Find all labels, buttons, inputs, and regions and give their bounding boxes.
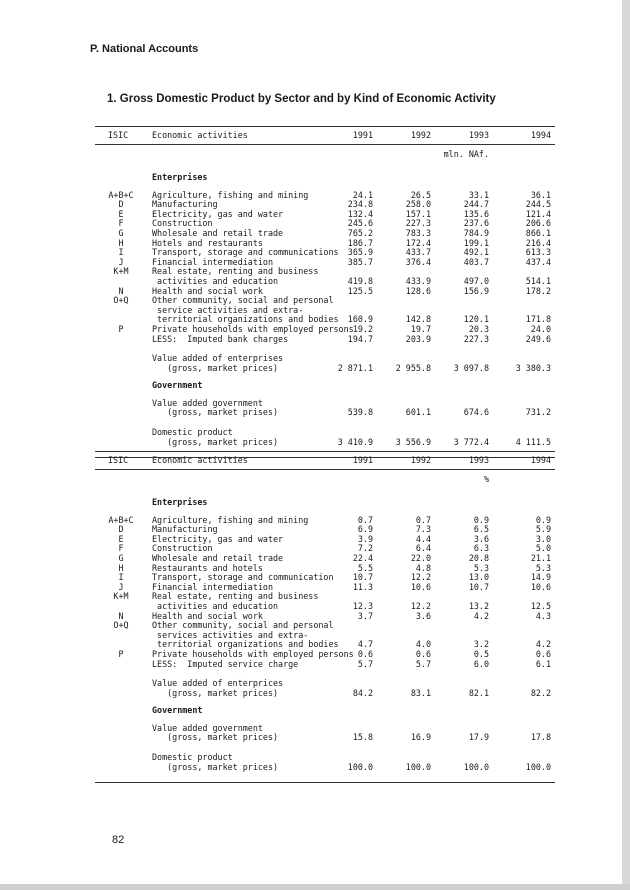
page-edge-bottom bbox=[0, 884, 630, 890]
isic-code: K+M bbox=[113, 266, 129, 277]
activity-line: Government bbox=[152, 705, 203, 716]
activity-line: Value added of enterprises bbox=[152, 353, 284, 364]
value-1993: 3.2 bbox=[473, 639, 489, 650]
value-1992: 2 955.8 bbox=[395, 362, 431, 373]
isic-code: E bbox=[118, 533, 124, 544]
value-1993: 3 772.4 bbox=[453, 436, 489, 447]
value-1991: 4.7 bbox=[357, 639, 373, 650]
table-row bbox=[95, 296, 555, 325]
value-1992: 157.1 bbox=[405, 208, 431, 219]
isic-code: A+B+C bbox=[108, 189, 134, 200]
value-1994: 24.0 bbox=[530, 323, 551, 334]
activity-label bbox=[152, 660, 555, 670]
total-row bbox=[95, 753, 555, 772]
value-1992: 83.1 bbox=[410, 687, 431, 698]
activity-line: Private households with employed persons bbox=[152, 323, 354, 334]
value-1992: 19.7 bbox=[410, 323, 431, 334]
header-isic: ISIC bbox=[108, 455, 129, 465]
value-1992: 128.6 bbox=[405, 285, 431, 296]
total-row bbox=[95, 354, 555, 373]
value-1994: 206.6 bbox=[525, 218, 551, 229]
value-1991: 5.5 bbox=[357, 562, 373, 573]
activity-line: Value added government bbox=[152, 722, 263, 733]
activity-line: (gross, market prices) bbox=[152, 362, 279, 373]
value-1991: 160.9 bbox=[347, 314, 373, 325]
activity-line: Health and social work bbox=[152, 285, 263, 296]
activity-line: Government bbox=[152, 380, 203, 391]
header-activity: Economic activities bbox=[152, 455, 248, 465]
activity-line: Construction bbox=[152, 218, 213, 229]
activity-line: LESS: Imputed bank charges bbox=[152, 333, 289, 344]
activity-line: (gross, market prices) bbox=[152, 436, 279, 447]
value-1993: 5.3 bbox=[473, 562, 489, 573]
isic-code: A+B+C bbox=[108, 514, 134, 525]
value-1992: 3.6 bbox=[415, 610, 431, 621]
value-1992: 203.9 bbox=[405, 333, 431, 344]
isic-code: I bbox=[118, 572, 124, 583]
value-1992: 12.2 bbox=[410, 600, 431, 611]
value-1993: 20.3 bbox=[468, 323, 489, 334]
value-1991: 15.8 bbox=[352, 732, 373, 743]
value-1992: 601.1 bbox=[405, 407, 431, 418]
isic-code: N bbox=[118, 610, 124, 621]
value-1992: 172.4 bbox=[405, 237, 431, 248]
activity-line: Health and social work bbox=[152, 610, 263, 621]
value-1994: 216.4 bbox=[525, 237, 551, 248]
isic-code: P bbox=[118, 648, 124, 659]
value-1994: 731.2 bbox=[525, 407, 551, 418]
activity-label bbox=[152, 706, 555, 716]
isic-code: D bbox=[118, 199, 124, 210]
value-1994: 4.2 bbox=[535, 639, 551, 650]
value-1991: 245.6 bbox=[347, 218, 373, 229]
activity-line: Value added government bbox=[152, 397, 263, 408]
header-year: 1991 bbox=[352, 455, 373, 465]
activity-line: Enterprises bbox=[152, 172, 208, 182]
value-1992: 3 556.9 bbox=[395, 436, 431, 447]
value-1991: 385.7 bbox=[347, 256, 373, 267]
activity-line: Wholesale and retail trade bbox=[152, 227, 284, 238]
activity-line: Financial intermediation bbox=[152, 256, 274, 267]
table-row bbox=[95, 267, 555, 286]
isic-code: H bbox=[118, 562, 124, 573]
header-year: 1992 bbox=[410, 455, 431, 465]
activity-line: Enterprises bbox=[152, 497, 208, 507]
section-heading bbox=[95, 173, 555, 183]
value-1992: 10.6 bbox=[410, 581, 431, 592]
value-1993: 237.6 bbox=[463, 218, 489, 229]
value-1992: 0.6 bbox=[415, 648, 431, 659]
value-1993: 120.1 bbox=[463, 314, 489, 325]
value-1993: 3 097.8 bbox=[453, 362, 489, 373]
value-1994: 3.0 bbox=[535, 533, 551, 544]
value-1994: 100.0 bbox=[525, 761, 551, 772]
activity-line: Financial intermediation bbox=[152, 581, 274, 592]
isic-code: I bbox=[118, 247, 124, 258]
section-heading bbox=[95, 706, 555, 716]
value-1994: 437.4 bbox=[525, 256, 551, 267]
total-row bbox=[95, 679, 555, 698]
isic-code: G bbox=[118, 227, 124, 238]
value-1993: 199.1 bbox=[463, 237, 489, 248]
value-1994: 12.5 bbox=[530, 600, 551, 611]
value-1992: 142.8 bbox=[405, 314, 431, 325]
value-1992: 26.5 bbox=[410, 189, 431, 200]
activity-line: Restaurants and hotels bbox=[152, 562, 263, 573]
activity-line: (gross, market prices) bbox=[152, 761, 279, 772]
table-bottom-rule bbox=[95, 782, 555, 783]
value-1993: 784.9 bbox=[463, 227, 489, 238]
value-1991: 3.9 bbox=[357, 533, 373, 544]
activity-label bbox=[152, 498, 555, 508]
value-1992: 100.0 bbox=[405, 761, 431, 772]
activity-line: Agriculture, fishing and mining bbox=[152, 514, 309, 525]
activity-line: Private households with employed persons bbox=[152, 648, 354, 659]
value-1994: 171.8 bbox=[525, 314, 551, 325]
value-1993: 403.7 bbox=[463, 256, 489, 267]
isic-code: J bbox=[118, 581, 124, 592]
header-year: 1994 bbox=[530, 130, 551, 140]
activity-line: Other community, social and personal bbox=[152, 620, 334, 631]
value-1994: 249.6 bbox=[525, 333, 551, 344]
activity-line: Real estate, renting and business bbox=[152, 591, 319, 602]
activity-line: activities and education bbox=[152, 275, 279, 286]
isic-code: O+Q bbox=[113, 295, 129, 306]
value-1994: 178.2 bbox=[525, 285, 551, 296]
value-1994: 14.9 bbox=[530, 572, 551, 583]
value-1991: 6.9 bbox=[357, 524, 373, 535]
value-1993: 674.6 bbox=[463, 407, 489, 418]
value-1993: 17.9 bbox=[468, 732, 489, 743]
activity-line: Domestic product bbox=[152, 427, 233, 438]
value-1993: 492.1 bbox=[463, 247, 489, 258]
header-year: 1994 bbox=[530, 455, 551, 465]
activity-line: (gross, market prices) bbox=[152, 687, 279, 698]
activity-line: (gross, market prices) bbox=[152, 732, 279, 743]
value-1991: 3 410.9 bbox=[337, 436, 373, 447]
total-row bbox=[95, 428, 555, 447]
unit-row bbox=[95, 145, 555, 165]
isic-code: J bbox=[118, 256, 124, 267]
activity-line: Wholesale and retail trade bbox=[152, 552, 284, 563]
value-1993: 497.0 bbox=[463, 275, 489, 286]
activity-line: (gross, market prises) bbox=[152, 407, 279, 418]
isic-code: F bbox=[118, 543, 124, 554]
value-1993: 13.2 bbox=[468, 600, 489, 611]
gdp-table-million-naf bbox=[95, 126, 555, 458]
activity-line: Construction bbox=[152, 543, 213, 554]
value-1991: 186.7 bbox=[347, 237, 373, 248]
value-1991: 2 871.1 bbox=[337, 362, 373, 373]
chapter-heading: P. National Accounts bbox=[90, 43, 199, 55]
value-1992: 22.0 bbox=[410, 552, 431, 563]
value-1993: 227.3 bbox=[463, 333, 489, 344]
activity-line: Hotels and restaurants bbox=[152, 237, 263, 248]
value-1994: 5.9 bbox=[535, 524, 551, 535]
activity-line: Manufacturing bbox=[152, 524, 218, 535]
value-1993: 82.1 bbox=[468, 687, 489, 698]
activity-line: territorial organizations and bodies bbox=[152, 314, 339, 325]
value-1994: 3 380.3 bbox=[515, 362, 551, 373]
value-1994: 36.1 bbox=[530, 189, 551, 200]
table-row bbox=[95, 660, 555, 670]
activity-line: Manufacturing bbox=[152, 199, 218, 210]
activity-label bbox=[152, 173, 555, 183]
isic-code: F bbox=[118, 218, 124, 229]
value-1991: 19.2 bbox=[352, 323, 373, 334]
value-1992: 7.3 bbox=[415, 524, 431, 535]
value-1994: 10.6 bbox=[530, 581, 551, 592]
activity-line: Real estate, renting and business bbox=[152, 266, 319, 277]
isic-code: P bbox=[118, 323, 124, 334]
activity-line: activities and education bbox=[152, 600, 279, 611]
value-1991: 22.4 bbox=[352, 552, 373, 563]
value-1992: 433.7 bbox=[405, 247, 431, 258]
page-edge bbox=[622, 0, 630, 890]
isic-code: O+Q bbox=[113, 620, 129, 631]
table-row bbox=[95, 335, 555, 345]
isic-code: G bbox=[118, 552, 124, 563]
value-1994: 613.3 bbox=[525, 247, 551, 258]
value-1993: 20.8 bbox=[468, 552, 489, 563]
header-activity: Economic activities bbox=[152, 130, 248, 140]
value-1993: 6.0 bbox=[473, 658, 489, 669]
value-1992: 4.4 bbox=[415, 533, 431, 544]
value-1994: 121.4 bbox=[525, 208, 551, 219]
table-row bbox=[95, 621, 555, 650]
page-number: 82 bbox=[112, 834, 125, 846]
value-1992: 227.3 bbox=[405, 218, 431, 229]
value-1993: 244.7 bbox=[463, 199, 489, 210]
total-row bbox=[95, 724, 555, 743]
value-1993: 0.5 bbox=[473, 648, 489, 659]
value-1991: 419.8 bbox=[347, 275, 373, 286]
activity-line: Electricity, gas and water bbox=[152, 533, 284, 544]
value-1993: 6.5 bbox=[473, 524, 489, 535]
value-1994: 21.1 bbox=[530, 552, 551, 563]
isic-code: E bbox=[118, 208, 124, 219]
header-isic: ISIC bbox=[108, 130, 129, 140]
value-1991: 10.7 bbox=[352, 572, 373, 583]
value-1991: 84.2 bbox=[352, 687, 373, 698]
table-header-row bbox=[95, 452, 555, 469]
value-1991: 24.1 bbox=[352, 189, 373, 200]
value-1994: 4 111.5 bbox=[515, 436, 551, 447]
table-header-row bbox=[95, 127, 555, 144]
value-1991: 234.8 bbox=[347, 199, 373, 210]
table-row bbox=[95, 592, 555, 611]
value-1991: 0.7 bbox=[357, 514, 373, 525]
unit-row bbox=[95, 470, 555, 490]
value-1992: 0.7 bbox=[415, 514, 431, 525]
gdp-table-percent bbox=[95, 451, 555, 783]
activity-label bbox=[152, 381, 555, 391]
activity-line: Other community, social and personal bbox=[152, 295, 334, 306]
value-1991: 765.2 bbox=[347, 227, 373, 238]
value-1992: 258.0 bbox=[405, 199, 431, 210]
activity-line: LESS: Imputed service charge bbox=[152, 658, 299, 669]
activity-line: Agriculture, fishing and mining bbox=[152, 189, 309, 200]
value-1993: 6.3 bbox=[473, 543, 489, 554]
value-1994: 6.1 bbox=[535, 658, 551, 669]
activity-line: Transport, storage and communications bbox=[152, 247, 339, 258]
isic-code: D bbox=[118, 524, 124, 535]
value-1993: 135.6 bbox=[463, 208, 489, 219]
value-1992: 4.8 bbox=[415, 562, 431, 573]
header-year: 1993 bbox=[468, 455, 489, 465]
activity-line: Value added of enterprices bbox=[152, 678, 284, 689]
value-1994: 0.6 bbox=[535, 648, 551, 659]
value-1991: 3.7 bbox=[357, 610, 373, 621]
activity-line: Domestic product bbox=[152, 752, 233, 763]
header-year: 1991 bbox=[352, 130, 373, 140]
value-1994: 514.1 bbox=[525, 275, 551, 286]
value-1992: 4.0 bbox=[415, 639, 431, 650]
activity-line: territorial organizations and bodies bbox=[152, 639, 339, 650]
value-1994: 5.3 bbox=[535, 562, 551, 573]
total-row bbox=[95, 399, 555, 418]
value-1993: 4.2 bbox=[473, 610, 489, 621]
unit-label: % bbox=[483, 474, 489, 484]
unit-label: mln. NAf. bbox=[443, 149, 489, 159]
activity-line: Electricity, gas and water bbox=[152, 208, 284, 219]
table-title: 1. Gross Domestic Product by Sector and by Kind of Economic Activity bbox=[107, 93, 496, 105]
value-1992: 6.4 bbox=[415, 543, 431, 554]
value-1991: 0.6 bbox=[357, 648, 373, 659]
value-1991: 125.5 bbox=[347, 285, 373, 296]
isic-code: N bbox=[118, 285, 124, 296]
value-1992: 376.4 bbox=[405, 256, 431, 267]
header-year: 1992 bbox=[410, 130, 431, 140]
activity-line: service activities and extra- bbox=[152, 304, 304, 315]
value-1993: 0.9 bbox=[473, 514, 489, 525]
value-1994: 5.0 bbox=[535, 543, 551, 554]
value-1993: 100.0 bbox=[463, 761, 489, 772]
value-1991: 12.3 bbox=[352, 600, 373, 611]
value-1994: 82.2 bbox=[530, 687, 551, 698]
value-1994: 244.5 bbox=[525, 199, 551, 210]
value-1994: 4.3 bbox=[535, 610, 551, 621]
section-heading bbox=[95, 498, 555, 508]
header-year: 1993 bbox=[468, 130, 489, 140]
value-1991: 11.3 bbox=[352, 581, 373, 592]
value-1993: 33.1 bbox=[468, 189, 489, 200]
value-1992: 783.3 bbox=[405, 227, 431, 238]
value-1993: 10.7 bbox=[468, 581, 489, 592]
value-1994: 866.1 bbox=[525, 227, 551, 238]
activity-line: Transport, storage and communication bbox=[152, 572, 334, 583]
value-1992: 433.9 bbox=[405, 275, 431, 286]
value-1991: 365.9 bbox=[347, 247, 373, 258]
isic-code: K+M bbox=[113, 591, 129, 602]
value-1991: 7.2 bbox=[357, 543, 373, 554]
activity-line: services activities and extra- bbox=[152, 629, 309, 640]
value-1993: 13.0 bbox=[468, 572, 489, 583]
activity-label bbox=[152, 621, 555, 650]
value-1993: 3.6 bbox=[473, 533, 489, 544]
value-1994: 17.8 bbox=[530, 732, 551, 743]
value-1991: 132.4 bbox=[347, 208, 373, 219]
value-1993: 156.9 bbox=[463, 285, 489, 296]
value-1991: 194.7 bbox=[347, 333, 373, 344]
isic-code: H bbox=[118, 237, 124, 248]
value-1991: 539.8 bbox=[347, 407, 373, 418]
value-1992: 16.9 bbox=[410, 732, 431, 743]
value-1991: 100.0 bbox=[347, 761, 373, 772]
value-1991: 5.7 bbox=[357, 658, 373, 669]
value-1992: 5.7 bbox=[415, 658, 431, 669]
section-heading bbox=[95, 381, 555, 391]
value-1992: 12.2 bbox=[410, 572, 431, 583]
value-1994: 0.9 bbox=[535, 514, 551, 525]
